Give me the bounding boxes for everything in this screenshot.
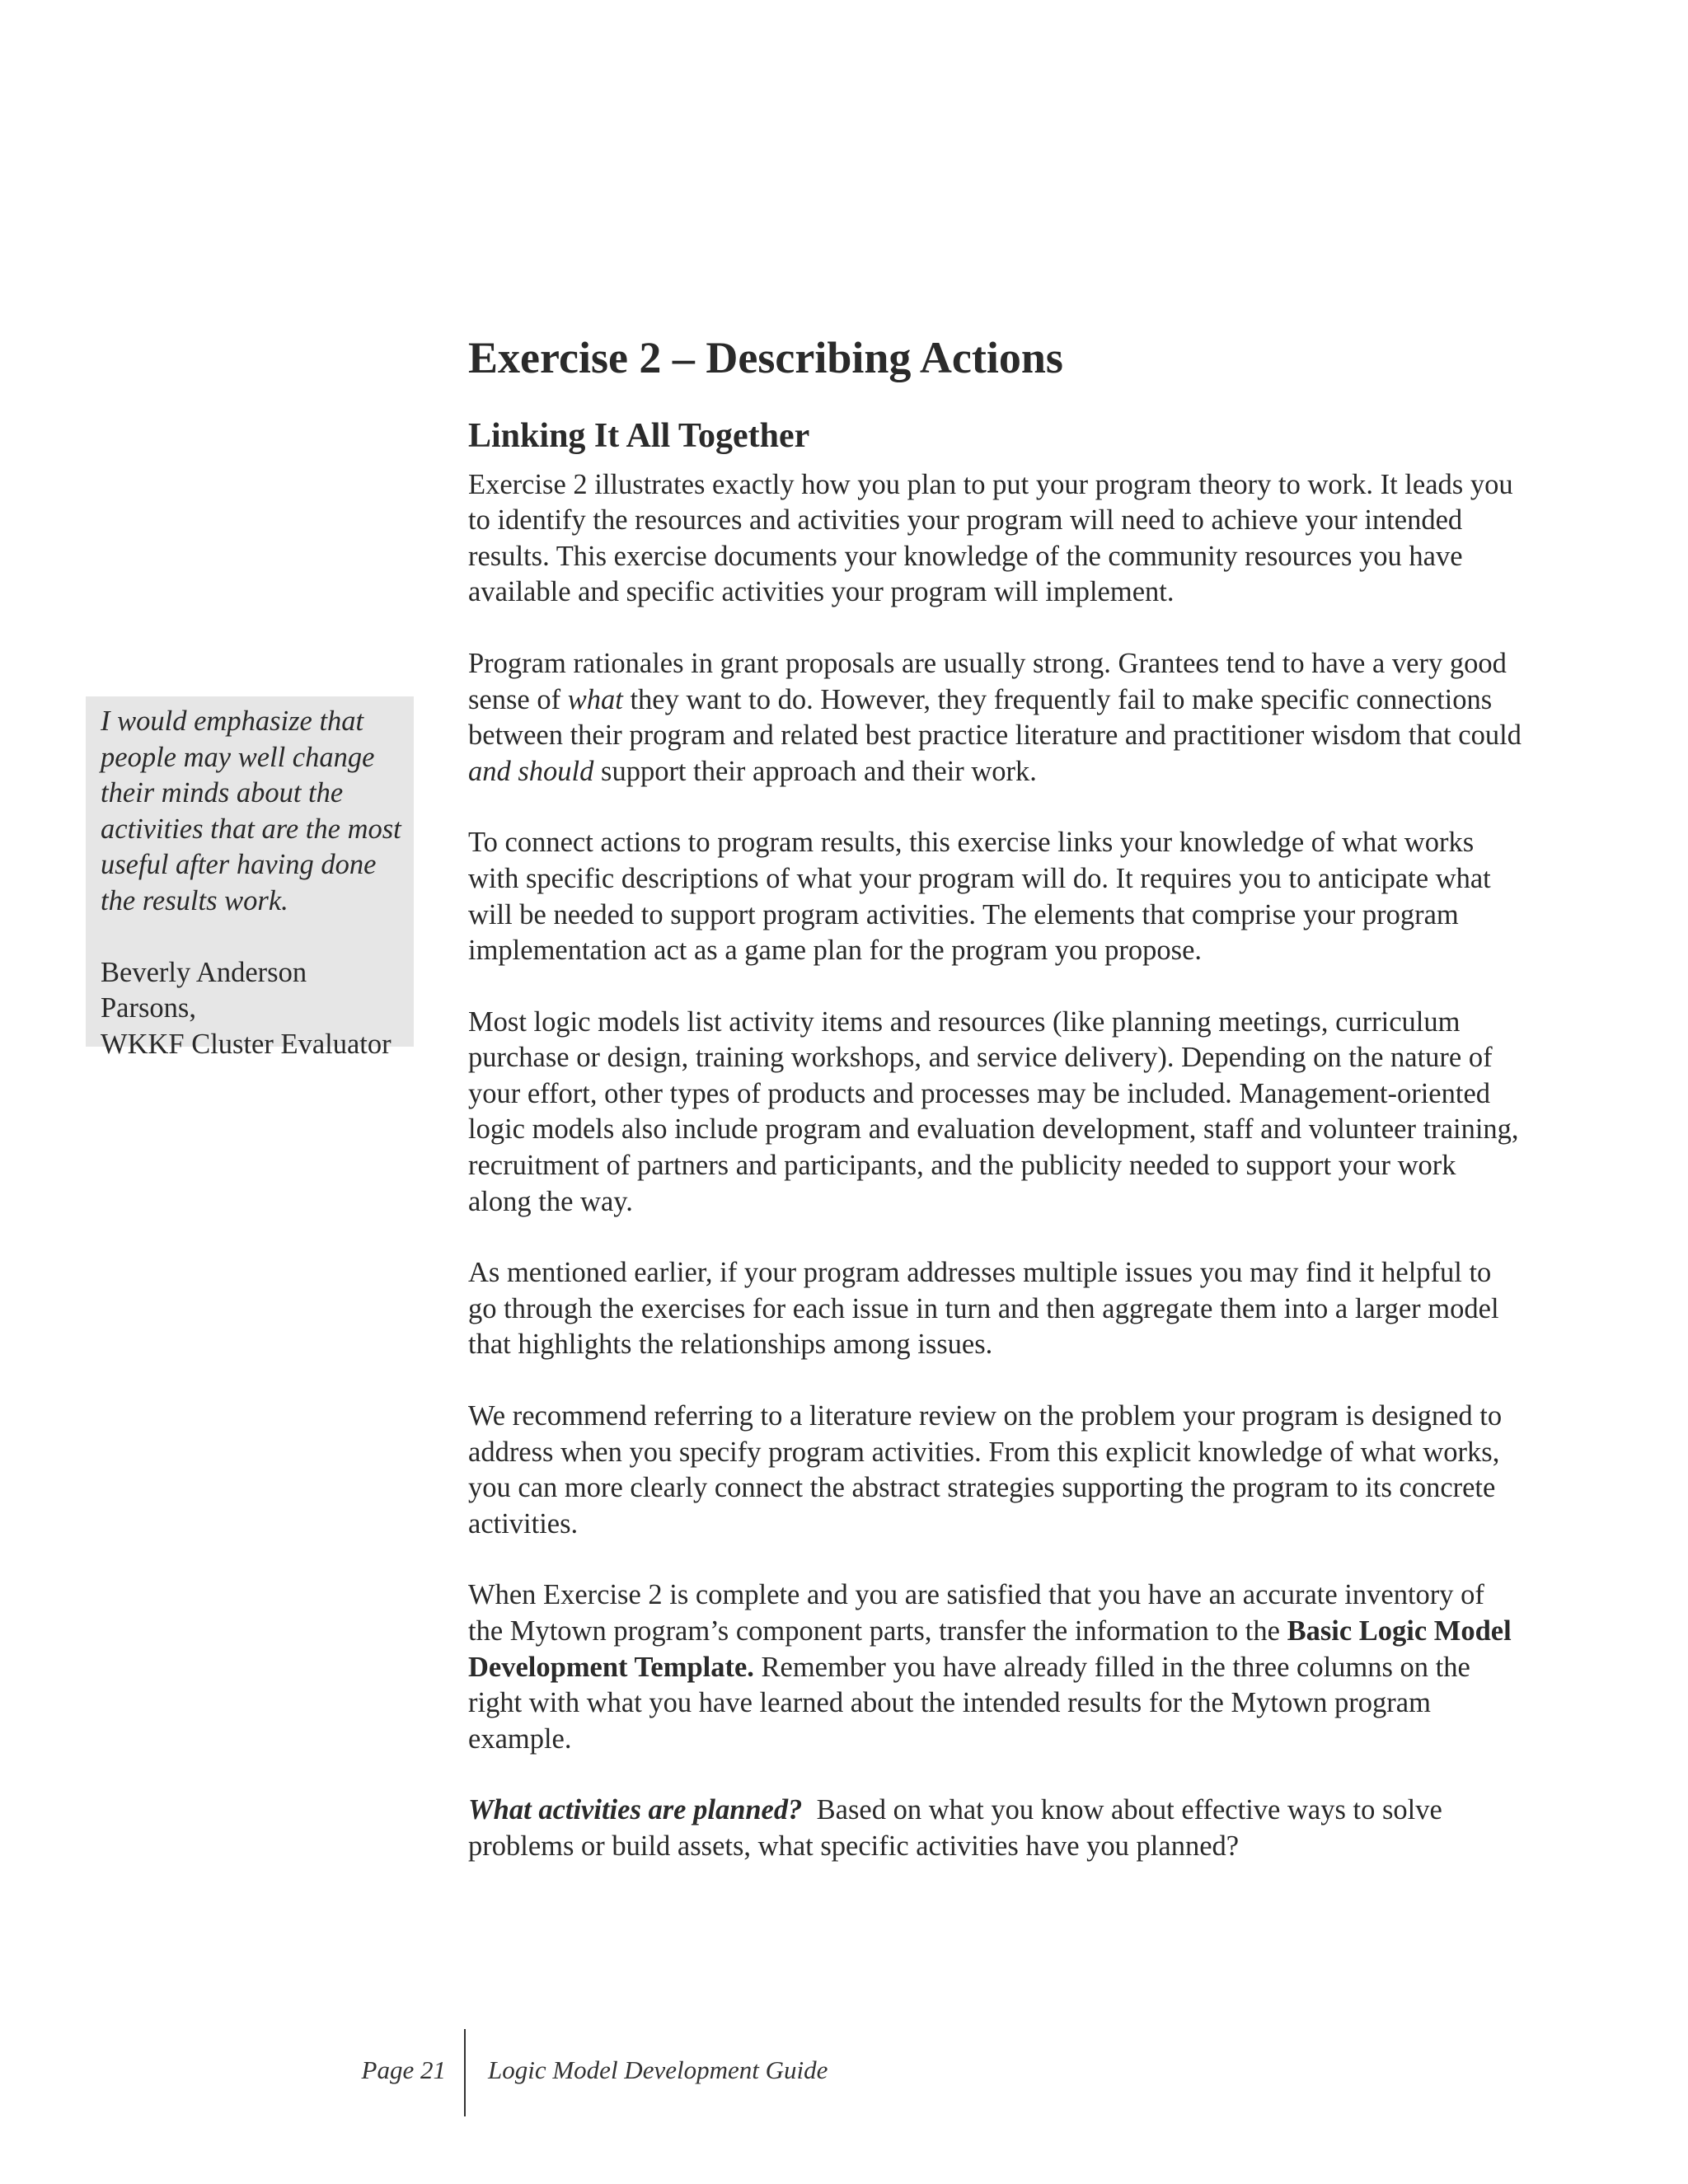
paragraph-literature-review: We recommend referring to a literature review on the problem your program is designed to address when you specify program activities. From this explicit knowledge of what works, you can more clearly connect the abstract strategies supporting the program to its concrete activities. (468, 1400, 1503, 1540)
page-title: Exercise 2 – Describing Actions (468, 333, 1063, 382)
main-content (468, 334, 1523, 1865)
paragraph-template-transfer: When Exercise 2 is complete and you are satisfied that you have an accurate inventory of the Mytown program’s component parts, transfer the information to the Basic Logic Model Development Template. Remember you have already filled in the three columns on the right with what you have learned about the intended results for the Mytown program example. (468, 1579, 1512, 1755)
footer-divider (464, 2029, 466, 2116)
page-footer (0, 2029, 1688, 2120)
paragraph-intro: Exercise 2 illustrates exactly how you plan to put your program theory to work. It leads you to identify the resources and activities your program will need to achieve your intended results. This exercise documents your knowledge of the community resources you have available and specific activities your program will implement. (468, 468, 1513, 608)
paragraph-multiple-issues: As mentioned earlier, if your program addresses multiple issues you may find it helpful to go through the exercises for each issue in turn and then aggregate them into a larger model that highlights the relationships among issues. (468, 1257, 1499, 1361)
attribution-name: Beverly Anderson Parsons, (101, 956, 307, 1024)
footer-document-title: Logic Model Development Guide (488, 2055, 828, 2084)
paragraph-activity-items: Most logic models list activity items and resources (like planning meetings, curriculum purchase or design, training workshops, and service delivery). Depending on the nature of your effort, other types of products and processes may be included. Management-oriented logic models also include program and evaluation development, staff and volunteer training, recruitment of partners and participants, and the publicity needed to support your work along the way. (468, 1005, 1519, 1217)
attribution-role: WKKF Cluster Evaluator (101, 1028, 392, 1060)
pull-quote-text: I would emphasize that people may well change their minds about the activities that are the most useful after having done the results work. (101, 705, 401, 916)
paragraph-activities-question: What activities are planned? Based on what you know about effective ways to solve problems or build assets, what specific activities have you planned? (468, 1794, 1450, 1862)
paragraph-rationales: Program rationales in grant proposals are usually strong. Grantees tend to have a very good sense of what they want to do. However, they frequently fail to make specific connections between their program and related best practice literature and practitioner wisdom that could and should support their approach and their work. (468, 647, 1522, 787)
page-number: Page 21 (361, 2055, 446, 2084)
section-heading: Linking It All Together (468, 417, 810, 456)
pull-quote-box (86, 696, 414, 1060)
pull-quote-attribution (101, 955, 402, 1063)
paragraph-connect-actions: To connect actions to program results, this exercise links your knowledge of what works with specific descriptions of what your program will do. It requires you to anticipate what will be needed to support program activities. The elements that comprise your program implementation act as a game plan for the program you propose. (468, 827, 1491, 967)
